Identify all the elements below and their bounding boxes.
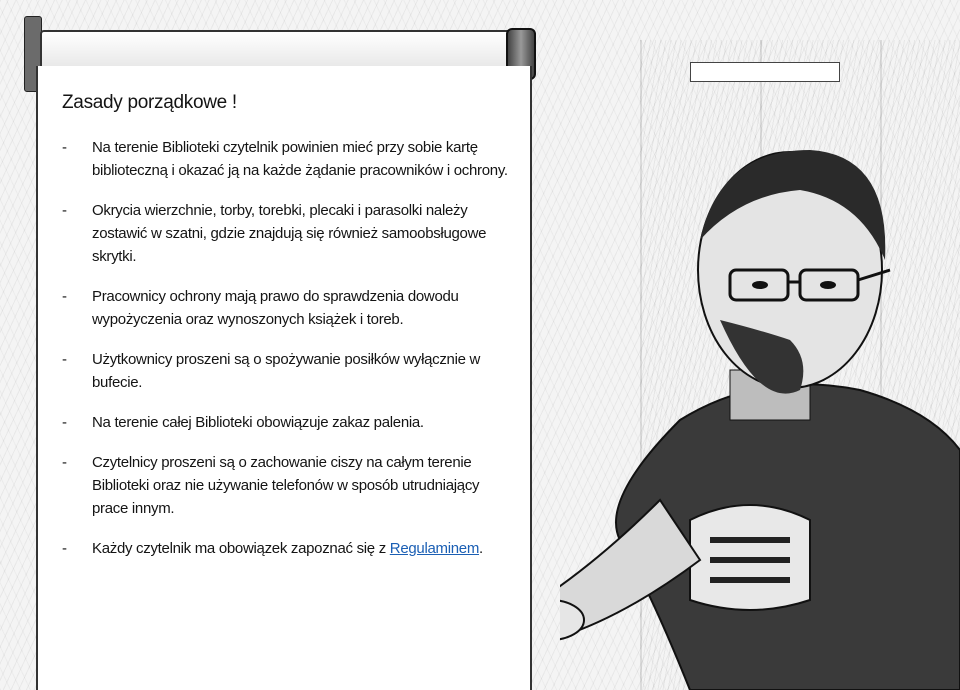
regulamin-link[interactable]: Regulaminem: [389, 540, 480, 557]
rule-item: [46, 348, 518, 394]
rule-item: [46, 285, 518, 331]
rule-item: [46, 136, 518, 182]
rule-text: Czytelnicy proszeni są o zachowanie ciszy na całym terenie Biblioteki oraz nie używanie telefonów w sposób utrudniający prace innym.: [92, 454, 480, 517]
rule-text-before-link: Każdy czytelnik ma obowiązek zapoznać się z: [92, 540, 390, 557]
presenter-sketch: [560, 120, 960, 690]
rule-dash: -: [62, 288, 67, 305]
rule-item: [46, 411, 518, 434]
rule-dash: -: [62, 540, 67, 557]
rules-panel: [46, 76, 518, 577]
rule-dash: -: [62, 139, 67, 156]
rule-dash: -: [62, 351, 67, 368]
page-title: Zasady porządkowe !: [62, 92, 237, 113]
rule-dash: -: [62, 454, 67, 471]
rule-text: Na terenie całej Biblioteki obowiązuje zakaz palenia.: [92, 414, 424, 431]
rule-dash: -: [62, 202, 67, 219]
rule-text: Użytkownicy proszeni są o spożywanie posiłków wyłącznie w bufecie.: [92, 351, 481, 391]
rule-item: [46, 451, 518, 520]
rule-text: Okrycia wierzchnie, torby, torebki, plecaki i parasolki należy zostawić w szatni, gdzie znajdują się również samoobsługowe skrytki.: [92, 202, 487, 265]
rule-dash: -: [62, 414, 67, 431]
rule-item: [46, 537, 518, 560]
rule-text: Na terenie Biblioteki czytelnik powinien mieć przy sobie kartę biblioteczną i okazać ją na każde żądanie pracowników i ochrony.: [92, 139, 508, 179]
presenter-illustration: [560, 120, 960, 690]
flipchart-sheet: [36, 66, 532, 690]
rule-item: [46, 199, 518, 268]
whiteboard-frame: [690, 62, 840, 82]
rules-list: [46, 136, 518, 560]
rule-text: Pracownicy ochrony mają prawo do sprawdzenia dowodu wypożyczenia oraz wynoszonych książek i toreb.: [92, 288, 459, 328]
rule-text-after-link: .: [479, 540, 483, 557]
